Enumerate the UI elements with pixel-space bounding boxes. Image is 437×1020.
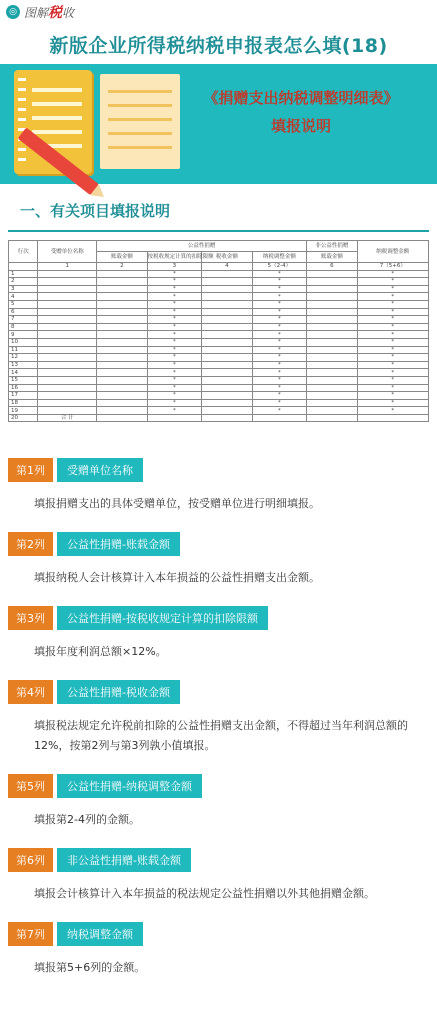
table-cell (307, 278, 357, 286)
table-row (9, 331, 429, 339)
table-row (9, 323, 429, 331)
table-row (9, 407, 429, 415)
table-cell (307, 293, 357, 301)
row-seq: 4 (9, 293, 38, 301)
table-cell (202, 331, 252, 339)
table-cell (38, 399, 97, 407)
th-group-nonpublic: 非公益性捐赠 (307, 241, 357, 252)
star-cell: * (357, 384, 428, 392)
row-seq: 19 (9, 407, 38, 415)
banner (0, 64, 437, 184)
table-cell (38, 361, 97, 369)
star-cell: * (147, 346, 202, 354)
table-cell (97, 323, 147, 331)
th-n1: 1 (38, 263, 97, 271)
row-seq: 2 (9, 278, 38, 286)
table-cell (38, 354, 97, 362)
table-cell (97, 331, 147, 339)
column-item-header (8, 848, 437, 872)
th-c6: 账载金额 (307, 252, 357, 263)
table-cell (307, 346, 357, 354)
column-description: 填报捐赠支出的具体受赠单位，按受赠单位进行明细填报。 (34, 497, 320, 510)
th-n6: 6 (307, 263, 357, 271)
table-cell (202, 369, 252, 377)
table-cell (202, 338, 252, 346)
table-cell (307, 354, 357, 362)
star-cell: * (147, 384, 202, 392)
total-seq: 20 (9, 414, 38, 422)
column-label-badge: 纳税调整金额 (57, 922, 143, 946)
table-cell (202, 300, 252, 308)
column-item (0, 774, 437, 834)
row-seq: 12 (9, 354, 38, 362)
star-cell: * (252, 285, 307, 293)
table-cell (307, 414, 357, 422)
table-cell (97, 270, 147, 278)
column-item-header (8, 774, 437, 798)
th-n5: 5（2-4） (252, 263, 307, 271)
th-blank (9, 263, 38, 271)
table-cell (202, 399, 252, 407)
star-cell: * (147, 285, 202, 293)
table-cell (38, 293, 97, 301)
star-cell: * (147, 354, 202, 362)
star-cell: * (252, 316, 307, 324)
row-seq: 9 (9, 331, 38, 339)
table-cell (307, 392, 357, 400)
table-row (9, 399, 429, 407)
table-cell (97, 300, 147, 308)
star-cell: * (357, 361, 428, 369)
star-cell: * (252, 392, 307, 400)
table-cell (202, 346, 252, 354)
star-cell: * (252, 384, 307, 392)
table-cell (38, 392, 97, 400)
column-description: 填报会计核算计入本年损益的税法规定公益性捐赠以外其他捐赠金额。 (34, 887, 375, 900)
table-cell (97, 407, 147, 415)
table-cell (202, 270, 252, 278)
star-cell: * (252, 308, 307, 316)
table-cell (307, 323, 357, 331)
table-cell (307, 316, 357, 324)
th-n4: 4 (202, 263, 252, 271)
table-row (9, 376, 429, 384)
star-cell: * (252, 369, 307, 377)
banner-text (170, 84, 432, 140)
paper-icon (100, 74, 180, 169)
star-cell: * (147, 323, 202, 331)
column-description: 填报第5+6列的金额。 (34, 961, 146, 974)
table-cell (97, 399, 147, 407)
table-cell (38, 369, 97, 377)
table-row (9, 300, 429, 308)
star-cell: * (252, 376, 307, 384)
row-seq: 1 (9, 270, 38, 278)
th-n2: 2 (97, 263, 147, 271)
logo-suffix: 收 (62, 6, 75, 20)
th-seq: 行次 (9, 241, 38, 263)
table-cell (202, 414, 252, 422)
table-cell (97, 293, 147, 301)
logo-bar (0, 0, 437, 24)
table-cell (202, 308, 252, 316)
table-row (9, 354, 429, 362)
star-cell: * (252, 354, 307, 362)
th-n3: 3 (147, 263, 202, 271)
th-c3: 按税收规定计算的扣除限额 (147, 252, 202, 263)
row-seq: 3 (9, 285, 38, 293)
logo-accent: 税 (48, 5, 63, 21)
table-cell (202, 285, 252, 293)
star-cell: * (357, 338, 428, 346)
table-cell (97, 361, 147, 369)
column-item-header (8, 922, 437, 946)
row-seq: 5 (9, 300, 38, 308)
table-cell (357, 414, 428, 422)
table-row (9, 392, 429, 400)
table-row (9, 270, 429, 278)
column-item (0, 532, 437, 592)
star-cell: * (252, 323, 307, 331)
row-seq: 17 (9, 392, 38, 400)
row-seq: 6 (9, 308, 38, 316)
table-cell (38, 278, 97, 286)
table-cell (97, 285, 147, 293)
row-seq: 7 (9, 316, 38, 324)
column-number-badge: 第4列 (8, 680, 53, 704)
table-row (9, 384, 429, 392)
column-item-header (8, 680, 437, 704)
table-cell (202, 361, 252, 369)
star-cell: * (357, 323, 428, 331)
th-c7: 纳税调整金额 (357, 241, 428, 263)
column-number-badge: 第3列 (8, 606, 53, 630)
row-seq: 10 (9, 338, 38, 346)
table-cell (147, 414, 202, 422)
th-c4: 税收金额 (202, 252, 252, 263)
star-cell: * (147, 300, 202, 308)
star-cell: * (147, 316, 202, 324)
column-number-badge: 第5列 (8, 774, 53, 798)
th-group-public: 公益性捐赠 (97, 241, 307, 252)
banner-line2: 填报说明 (270, 117, 331, 135)
star-cell: * (252, 300, 307, 308)
table-cell (307, 308, 357, 316)
row-seq: 18 (9, 399, 38, 407)
star-cell: * (252, 361, 307, 369)
star-cell: * (357, 399, 428, 407)
table-cell (38, 285, 97, 293)
star-cell: * (357, 331, 428, 339)
column-item-header (8, 606, 437, 630)
th-c5: 纳税调整金额 (252, 252, 307, 263)
star-cell: * (252, 338, 307, 346)
column-label-badge: 受赠单位名称 (57, 458, 143, 482)
table-cell (97, 384, 147, 392)
table-cell (38, 323, 97, 331)
star-cell: * (357, 346, 428, 354)
star-cell: * (357, 293, 428, 301)
column-description: 填报第2-4列的金额。 (34, 813, 140, 826)
star-cell: * (252, 399, 307, 407)
star-cell: * (357, 407, 428, 415)
star-cell: * (147, 361, 202, 369)
star-cell: * (252, 293, 307, 301)
star-cell: * (357, 392, 428, 400)
th-c2: 账载金额 (97, 252, 147, 263)
table-cell (252, 414, 307, 422)
column-number-badge: 第6列 (8, 848, 53, 872)
column-item (0, 848, 437, 908)
column-label-badge: 公益性捐赠-税收金额 (57, 680, 180, 704)
column-label-badge: 公益性捐赠-按税收规定计算的扣除限额 (57, 606, 268, 630)
total-label: 合 计 (38, 414, 97, 422)
row-seq: 13 (9, 361, 38, 369)
row-seq: 8 (9, 323, 38, 331)
table-cell (202, 316, 252, 324)
table-row (9, 346, 429, 354)
table-cell (307, 384, 357, 392)
star-cell: * (357, 316, 428, 324)
table-cell (38, 384, 97, 392)
table-cell (38, 407, 97, 415)
column-label-badge: 公益性捐赠-账载金额 (57, 532, 180, 556)
table-row (9, 369, 429, 377)
star-cell: * (357, 369, 428, 377)
table-cell (307, 369, 357, 377)
row-seq: 16 (9, 384, 38, 392)
table-cell (202, 392, 252, 400)
star-cell: * (147, 308, 202, 316)
table-row (9, 308, 429, 316)
star-cell: * (252, 270, 307, 278)
star-cell: * (147, 293, 202, 301)
table-cell (202, 278, 252, 286)
star-cell: * (252, 346, 307, 354)
total-row (9, 414, 429, 422)
logo-text (24, 2, 74, 22)
th-n7: 7（5+6） (357, 263, 428, 271)
th-unit: 受赠单位名称 (38, 241, 97, 263)
table-cell (38, 346, 97, 354)
table-cell (307, 338, 357, 346)
form-table (8, 240, 429, 422)
table-cell (202, 384, 252, 392)
column-item (0, 922, 437, 982)
table-cell (97, 376, 147, 384)
table-body (9, 270, 429, 422)
star-cell: * (147, 369, 202, 377)
star-cell: * (147, 270, 202, 278)
column-number-badge: 第2列 (8, 532, 53, 556)
table-cell (202, 376, 252, 384)
table-cell (38, 300, 97, 308)
form-table-wrap (8, 240, 429, 444)
table-cell (97, 354, 147, 362)
star-cell: * (147, 392, 202, 400)
table-row (9, 278, 429, 286)
table-cell (307, 331, 357, 339)
star-cell: * (147, 331, 202, 339)
table-cell (307, 361, 357, 369)
column-item-header (8, 458, 437, 482)
column-item-header (8, 532, 437, 556)
logo-prefix: 图解 (24, 6, 49, 20)
column-label-badge: 非公益性捐赠-账载金额 (57, 848, 191, 872)
table-cell (307, 270, 357, 278)
table-cell (38, 331, 97, 339)
table-cell (97, 369, 147, 377)
table-cell (307, 407, 357, 415)
table-cell (97, 414, 147, 422)
star-cell: * (147, 376, 202, 384)
column-description: 填报税法规定允许税前扣除的公益性捐赠支出金额，不得超过当年利润总额的12%，按第2列与第3列孰小值填报。 (34, 719, 408, 752)
table-cell (307, 285, 357, 293)
table-row (9, 293, 429, 301)
table-cell (202, 323, 252, 331)
star-cell: * (357, 376, 428, 384)
column-description: 填报纳税人会计核算计入本年损益的公益性捐赠支出金额。 (34, 571, 320, 584)
column-items (0, 458, 437, 982)
star-cell: * (252, 407, 307, 415)
table-cell (97, 338, 147, 346)
table-cell (202, 354, 252, 362)
star-cell: * (252, 278, 307, 286)
table-cell (38, 270, 97, 278)
table-cell (97, 392, 147, 400)
column-description: 填报年度利润总额×12%。 (34, 645, 167, 658)
table-cell (38, 308, 97, 316)
table-row (9, 361, 429, 369)
table-row (9, 285, 429, 293)
star-cell: * (357, 354, 428, 362)
star-cell: * (147, 338, 202, 346)
table-cell (38, 316, 97, 324)
table-cell (97, 278, 147, 286)
column-label-badge: 公益性捐赠-纳税调整金额 (57, 774, 202, 798)
logo-icon: ◎ (6, 5, 20, 19)
row-seq: 11 (9, 346, 38, 354)
row-seq: 15 (9, 376, 38, 384)
star-cell: * (357, 278, 428, 286)
star-cell: * (357, 285, 428, 293)
table-cell (38, 376, 97, 384)
column-item (0, 606, 437, 666)
star-cell: * (147, 399, 202, 407)
table-cell (307, 399, 357, 407)
star-cell: * (357, 270, 428, 278)
table-cell (202, 407, 252, 415)
section-title: 一、有关项目填报说明 (8, 190, 429, 232)
table-cell (307, 300, 357, 308)
star-cell: * (252, 331, 307, 339)
banner-line1: 《捐赠支出纳税调整明细表》 (203, 89, 399, 107)
star-cell: * (147, 278, 202, 286)
row-seq: 14 (9, 369, 38, 377)
table-cell (97, 346, 147, 354)
star-cell: * (357, 300, 428, 308)
star-cell: * (147, 407, 202, 415)
page-title: 新版企业所得税纳税申报表怎么填(18) (49, 34, 388, 57)
column-number-badge: 第1列 (8, 458, 53, 482)
table-row (9, 338, 429, 346)
table-row (9, 316, 429, 324)
column-item (0, 680, 437, 760)
column-number-badge: 第7列 (8, 922, 53, 946)
star-cell: * (357, 308, 428, 316)
table-cell (38, 338, 97, 346)
table-cell (97, 308, 147, 316)
table-cell (202, 293, 252, 301)
table-cell (307, 376, 357, 384)
column-item (0, 458, 437, 518)
table-cell (97, 316, 147, 324)
